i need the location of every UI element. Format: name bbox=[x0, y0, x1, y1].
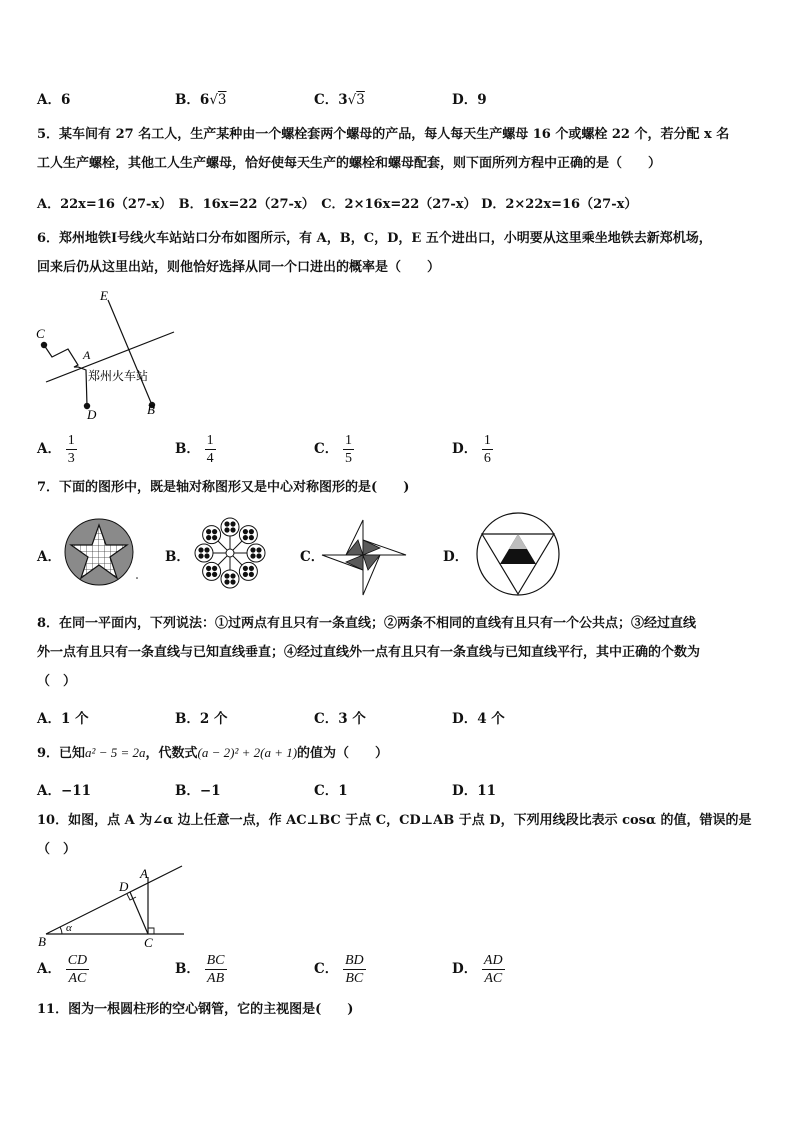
q6-option-d bbox=[452, 432, 493, 467]
q10-line1: 10．如图，点 A 为∠α 边上任意一点，作 AC⊥BC 于点 C，CD⊥AB 于点 D，下列用线段比表示 cosα 的值，错误的是 bbox=[37, 813, 752, 828]
numerator: AD bbox=[483, 953, 503, 968]
q5-line2: 工人生产螺栓，其他工人生产螺母，恰好使每天生产的螺栓和螺母配套，则下面所列方程中正确的是（ ） bbox=[37, 156, 662, 171]
flower-circles-figure bbox=[190, 515, 270, 591]
q8-stem bbox=[37, 609, 759, 696]
q9-expression: (a − 2)² + 2(a + 1) bbox=[197, 745, 298, 760]
denominator: BC bbox=[345, 971, 364, 986]
q7-line1: 7．下面的图形中，既是轴对称图形又是中心对称图形的是( ) bbox=[37, 480, 410, 495]
q6-stem bbox=[37, 224, 759, 282]
option-letter: C． bbox=[314, 441, 339, 457]
label-b: B bbox=[38, 934, 46, 949]
q5-options: A．22x=16（27-x） B．16x=22（27-x） C．2×16x=22（27-x） D．2×22x=16（27-x） bbox=[37, 197, 638, 212]
sqrt-sign: √ bbox=[347, 92, 357, 108]
q7-label-d: D． bbox=[443, 549, 469, 565]
q4-option-b bbox=[175, 88, 227, 108]
q4-option-b-radicand: 3 bbox=[217, 92, 227, 108]
label-c: C bbox=[144, 935, 153, 950]
q10-stem bbox=[37, 806, 759, 864]
q10-option-c bbox=[314, 952, 366, 987]
option-letter: B． bbox=[175, 441, 200, 457]
denominator: 3 bbox=[67, 451, 75, 466]
q8-option-a: A．1 个 bbox=[37, 711, 89, 727]
label-alpha: α bbox=[66, 922, 72, 934]
label-b: B bbox=[147, 402, 155, 417]
q8-line1: 8．在同一平面内，下列说法：①过两点有且只有一条直线；②两条不相同的直线有且只有一个公共点；③经过直线 bbox=[37, 616, 697, 631]
circle-triangle-figure bbox=[472, 510, 564, 598]
q7-label-a: A． bbox=[37, 549, 61, 565]
q10-option-a bbox=[37, 952, 89, 987]
q6-option-a bbox=[37, 432, 77, 467]
q4-option-c bbox=[314, 88, 365, 108]
q9-option-c: C．1 bbox=[314, 783, 348, 799]
q9-equation: a² − 5 = 2a bbox=[85, 745, 146, 760]
fraction bbox=[66, 952, 89, 987]
q10-option-b bbox=[175, 952, 227, 987]
q10-option-d bbox=[452, 952, 505, 987]
q9-post: 的值为（ ） bbox=[297, 746, 389, 761]
q7-label-b: B． bbox=[165, 549, 190, 565]
q7-stem bbox=[37, 473, 759, 502]
q8-line3: （ ） bbox=[37, 674, 77, 689]
q8-option-b: B．2 个 bbox=[175, 711, 228, 727]
numerator: BC bbox=[206, 953, 225, 968]
q4-option-c-radicand: 3 bbox=[356, 92, 365, 108]
q11-line1: 11．图为一根圆柱形的空心钢管，它的主视图是( ) bbox=[37, 1002, 354, 1017]
q10-triangle-figure bbox=[34, 862, 194, 952]
fraction bbox=[205, 432, 216, 467]
q4-option-d: D．9 bbox=[452, 92, 487, 108]
label-e: E bbox=[100, 288, 108, 303]
flower-petal bbox=[247, 544, 265, 562]
denominator: AB bbox=[207, 971, 225, 986]
q7-label-c: C． bbox=[300, 549, 325, 565]
star-in-circle-figure bbox=[62, 515, 142, 591]
flower-petal bbox=[221, 518, 239, 536]
flower-center bbox=[226, 549, 234, 557]
q11-stem bbox=[37, 995, 759, 1024]
fraction bbox=[343, 952, 366, 987]
option-letter: C． bbox=[314, 961, 339, 977]
q9-mid: ，代数式 bbox=[145, 746, 198, 761]
denominator: 6 bbox=[483, 451, 491, 466]
flower-petal bbox=[203, 526, 221, 544]
flower-petal bbox=[203, 562, 221, 580]
option-letter: D． bbox=[452, 441, 478, 457]
numerator: 1 bbox=[67, 433, 75, 448]
denominator: AC bbox=[68, 971, 87, 986]
q6-station-figure bbox=[30, 285, 180, 425]
label-a: A bbox=[83, 348, 91, 362]
q6-option-c bbox=[314, 432, 354, 467]
option-letter: B． bbox=[175, 961, 200, 977]
label-d: D bbox=[119, 879, 129, 894]
numerator: 1 bbox=[483, 433, 491, 448]
fraction bbox=[482, 952, 505, 987]
numerator: 1 bbox=[344, 433, 352, 448]
option-letter: D． bbox=[452, 961, 478, 977]
station-label: 郑州火车站 bbox=[88, 369, 149, 383]
label-a: A bbox=[140, 866, 148, 881]
q9-option-d: D．11 bbox=[452, 783, 496, 799]
flower-petal bbox=[195, 544, 213, 562]
sqrt-sign: √ bbox=[209, 92, 218, 108]
q6-line2: 回来后仍从这里出站，则他恰好选择从同一个口进出的概率是（ ） bbox=[37, 260, 441, 275]
q6-option-b bbox=[175, 432, 216, 467]
q5-stem bbox=[37, 120, 759, 178]
q9-option-a: A．−11 bbox=[37, 783, 92, 799]
denominator: AC bbox=[484, 971, 503, 986]
q8-option-c: C．3 个 bbox=[314, 711, 366, 727]
q10-line2: （ ） bbox=[37, 842, 77, 857]
denominator: 5 bbox=[344, 451, 352, 466]
flower-petal bbox=[239, 562, 257, 580]
q9-stem bbox=[37, 742, 388, 761]
numerator: BD bbox=[344, 953, 364, 968]
option-letter: A． bbox=[37, 441, 61, 457]
fraction bbox=[66, 432, 77, 467]
numerator: 1 bbox=[206, 433, 214, 448]
q4-option-b-prefix: B．6 bbox=[175, 92, 210, 108]
q9-pre: 9．已知 bbox=[37, 746, 86, 761]
flower-petal bbox=[239, 526, 257, 544]
denominator: 4 bbox=[206, 451, 214, 466]
q5-line1: 5．某车间有 27 名工人，生产某种由一个螺栓套两个螺母的产品，每人每天生产螺母 16 个或螺栓 22 个，若分配 x 名 bbox=[37, 127, 730, 142]
label-d: D bbox=[87, 407, 97, 422]
fraction bbox=[482, 432, 493, 467]
option-letter: A． bbox=[37, 961, 61, 977]
q8-option-d: D．4 个 bbox=[452, 711, 505, 727]
label-c: C bbox=[36, 326, 45, 341]
fraction bbox=[343, 432, 354, 467]
fraction bbox=[205, 952, 227, 987]
q8-line2: 外一点有且只有一条直线与已知直线垂直；④经过直线外一点有且只有一条直线与已知直线平行，其中正确的个数为 bbox=[37, 645, 701, 660]
numerator: CD bbox=[67, 953, 88, 968]
flower-petal bbox=[221, 570, 239, 588]
q6-line1: 6．郑州地铁Ⅰ号线火车站站口分布如图所示，有 A，B，C，D，E 五个进出口，小明要从这里乘坐地铁去新郑机场， bbox=[37, 231, 712, 246]
pinwheel-figure bbox=[318, 515, 408, 599]
q9-option-b: B．−1 bbox=[175, 783, 221, 799]
q4-option-a: A．6 bbox=[37, 92, 71, 108]
q4-option-c-prefix: C．3 bbox=[314, 92, 348, 108]
